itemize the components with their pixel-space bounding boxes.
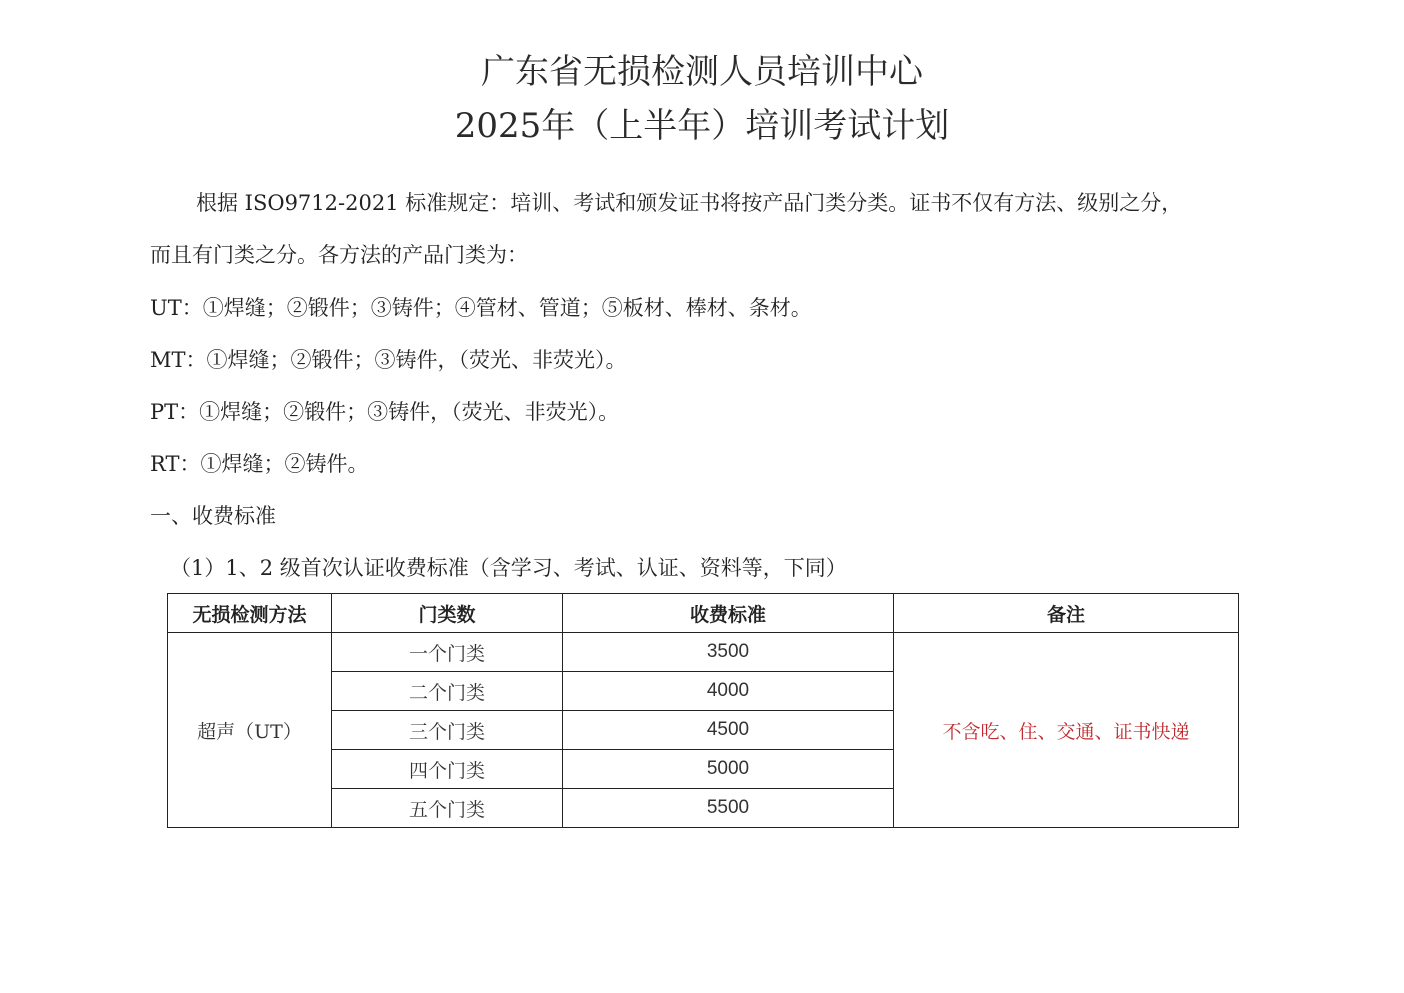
- fee-cell: 3500: [563, 633, 894, 672]
- categories-cell: 二个门类: [332, 672, 563, 711]
- categories-cell: 三个门类: [332, 711, 563, 750]
- intro-line-2: 而且有门类之分。各方法的产品门类为：: [150, 243, 528, 267]
- page-title: 广东省无损检测人员培训中心: [481, 52, 923, 92]
- table-header-row: [168, 594, 1239, 633]
- mt-categories: MT：①焊缝；②锻件；③铸件，（荧光、非荧光）。: [150, 348, 627, 372]
- page-subtitle: 2025年（上半年）培训考试计划: [454, 106, 950, 146]
- section-heading: 一、收费标准: [150, 504, 276, 528]
- header-method: 无损检测方法: [168, 594, 332, 633]
- categories-cell: 四个门类: [332, 750, 563, 789]
- method-cell: 超声（UT）: [168, 633, 332, 828]
- ut-categories: UT：①焊缝；②锻件；③铸件；④管材、管道；⑤板材、棒材、条材。: [150, 296, 812, 320]
- fee-table: [167, 593, 1239, 828]
- fee-cell: 4500: [563, 711, 894, 750]
- rt-categories: RT：①焊缝；②铸件。: [150, 452, 369, 476]
- header-categories: 门类数: [332, 594, 563, 633]
- categories-cell: 五个门类: [332, 789, 563, 828]
- intro-line-1: 根据 ISO9712-2021 标准规定：培训、考试和颁发证书将按产品门类分类。证书不仅有方法、级别之分，: [196, 191, 1183, 215]
- header-remark: 备注: [894, 594, 1239, 633]
- section-subheading: （1）1、2 级首次认证收费标准（含学习、考试、认证、资料等，下同）: [170, 556, 847, 580]
- pt-categories: PT：①焊缝；②锻件；③铸件，（荧光、非荧光）。: [150, 400, 620, 424]
- fee-cell: 5000: [563, 750, 894, 789]
- table-row: [168, 633, 1239, 672]
- remark-cell: 不含吃、住、交通、证书快递: [894, 633, 1239, 828]
- header-fee: 收费标准: [563, 594, 894, 633]
- fee-cell: 4000: [563, 672, 894, 711]
- fee-cell: 5500: [563, 789, 894, 828]
- categories-cell: 一个门类: [332, 633, 563, 672]
